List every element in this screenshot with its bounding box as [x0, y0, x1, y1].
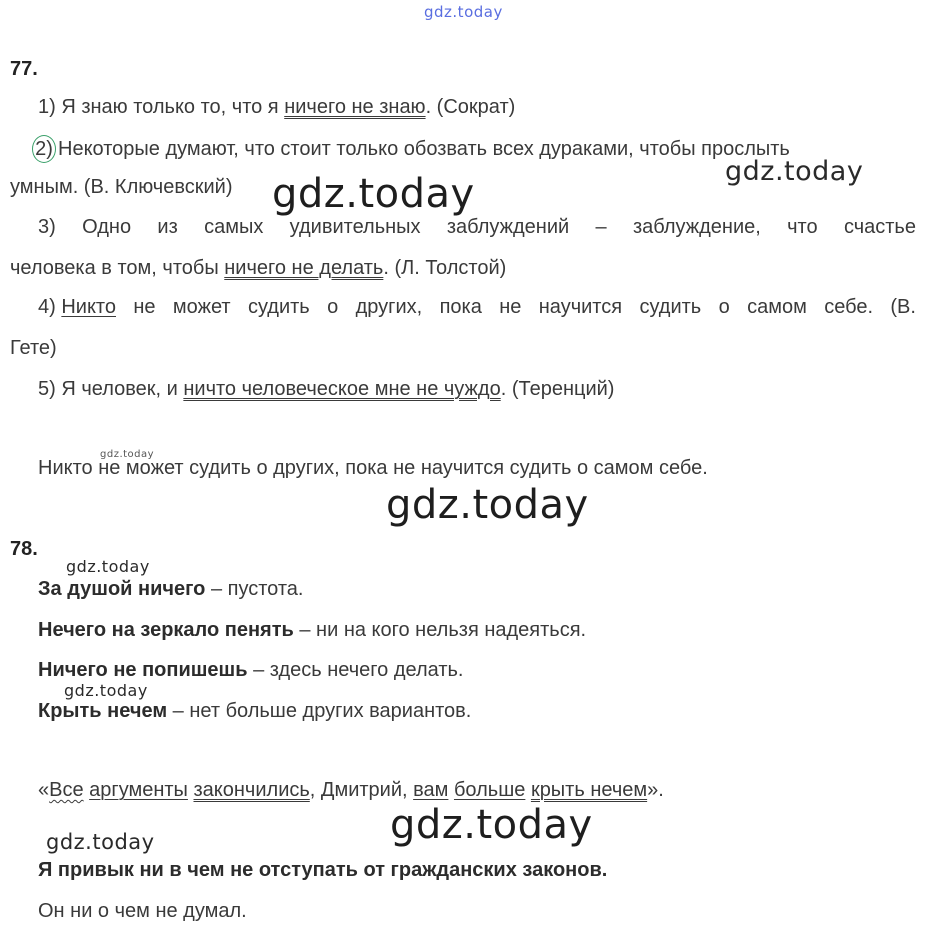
word: пока — [439, 296, 482, 318]
sentence-5-underlined: ничто человеческое мне не чуждо — [183, 378, 501, 400]
sentence-2-text: Некоторые думают, что стоит только обозвать всех дураками, чтобы прослыть — [58, 138, 790, 160]
idiom-item — [38, 700, 471, 723]
word: удивительных — [289, 216, 421, 238]
word: судить — [247, 296, 310, 318]
word: о — [327, 296, 339, 318]
idiom-item — [38, 578, 303, 601]
word: о — [718, 296, 730, 318]
example-word-predicate: закончились — [193, 779, 310, 801]
sentence-1-start: 1) Я знаю только то, что я — [38, 96, 285, 118]
sentence-4-line-2: Гете) — [10, 337, 57, 359]
task-78-number: 78. — [10, 538, 38, 560]
idiom-phrase: Нечего на зеркало пенять — [38, 619, 294, 641]
word: заблуждений — [446, 216, 570, 238]
word: из — [157, 216, 178, 238]
idiom-phrase: За душой ничего — [38, 578, 206, 600]
sentence-text: Я привык ни в чем не отступать от гражданских законов. — [38, 859, 608, 881]
watermark-top: gdz.today — [424, 3, 503, 21]
idiom-phrase: Ничего не попишешь — [38, 659, 248, 681]
sentence-5-end: . (Теренций) — [500, 378, 615, 400]
sentence-5 — [38, 378, 614, 401]
word: себе. — [824, 296, 874, 318]
sentence-4-subject — [38, 296, 116, 319]
sentence-2-line-2: умным. (В. Ключевский) — [10, 176, 233, 198]
watermark: gdz.today — [725, 156, 864, 187]
quote-close: ». — [647, 779, 664, 801]
watermark: gdz.today — [46, 830, 155, 854]
idiom-item — [38, 659, 463, 682]
sentence-4-number: 4) — [38, 296, 62, 318]
example-sentence — [38, 779, 664, 802]
word: самых — [204, 216, 264, 238]
sentence-4-underlined: Никто — [61, 296, 116, 318]
word: 3) — [38, 216, 56, 238]
word: судить — [639, 296, 702, 318]
word: что — [787, 216, 818, 238]
sentence-2-circled-number: 2) — [32, 135, 56, 163]
watermark: gdz.today — [100, 449, 155, 460]
sentence-1-underlined: ничего не знаю — [284, 96, 426, 118]
watermark: gdz.today — [390, 802, 593, 848]
word: других, — [355, 296, 423, 318]
word: не — [499, 296, 522, 318]
quote-open: « — [38, 779, 50, 801]
task-77-number: 77. — [10, 58, 38, 80]
example-word-subject: Все — [49, 779, 84, 801]
sentence-2-body — [36, 135, 790, 163]
idiom-meaning: – пустота. — [205, 578, 304, 600]
sentence-4-line-1 — [38, 296, 916, 319]
watermark: gdz.today — [66, 557, 150, 576]
word: не — [133, 296, 156, 318]
word: счастье — [843, 216, 916, 238]
sentence-plain: Он ни о чем не думал. — [38, 900, 247, 922]
watermark: gdz.today — [386, 482, 589, 528]
idiom-meaning: – ни на кого нельзя надеяться. — [293, 619, 587, 641]
example-word: аргументы — [89, 779, 188, 801]
sentence-3-start: человека в том, чтобы — [10, 257, 225, 279]
sentence-5-start: 5) Я человек, и — [38, 378, 184, 400]
watermark: gdz.today — [64, 681, 148, 700]
example-middle: , Дмитрий, — [309, 779, 414, 801]
sentence-1 — [38, 96, 515, 119]
idiom-meaning: – здесь нечего делать. — [247, 659, 464, 681]
sentence-3-underlined: ничего не делать — [224, 257, 384, 279]
task-77-answer: Никто не может судить о других, пока не научится судить о самом себе. — [38, 457, 708, 479]
watermark: gdz.today — [272, 171, 475, 217]
sentence-3-line-1 — [38, 216, 916, 239]
sentence-3-end: . (Л. Толстой) — [383, 257, 507, 279]
word: – — [595, 216, 607, 238]
word: научится — [538, 296, 623, 318]
word: может — [172, 296, 231, 318]
example-word: больше — [453, 779, 526, 801]
example-word-predicate: крыть нечем — [530, 779, 648, 801]
word: Одно — [82, 216, 132, 238]
idiom-phrase: Крыть нечем — [38, 700, 168, 722]
sentence-bold — [38, 859, 607, 882]
example-word: вам — [413, 779, 449, 801]
word: самом — [747, 296, 807, 318]
sentence-1-end: . (Сократ) — [425, 96, 516, 118]
idiom-item — [38, 619, 586, 642]
word: заблуждение, — [632, 216, 761, 238]
word: (В. — [890, 296, 916, 318]
idiom-meaning: – нет больше других вариантов. — [167, 700, 472, 722]
sentence-3-line-2 — [10, 257, 506, 280]
